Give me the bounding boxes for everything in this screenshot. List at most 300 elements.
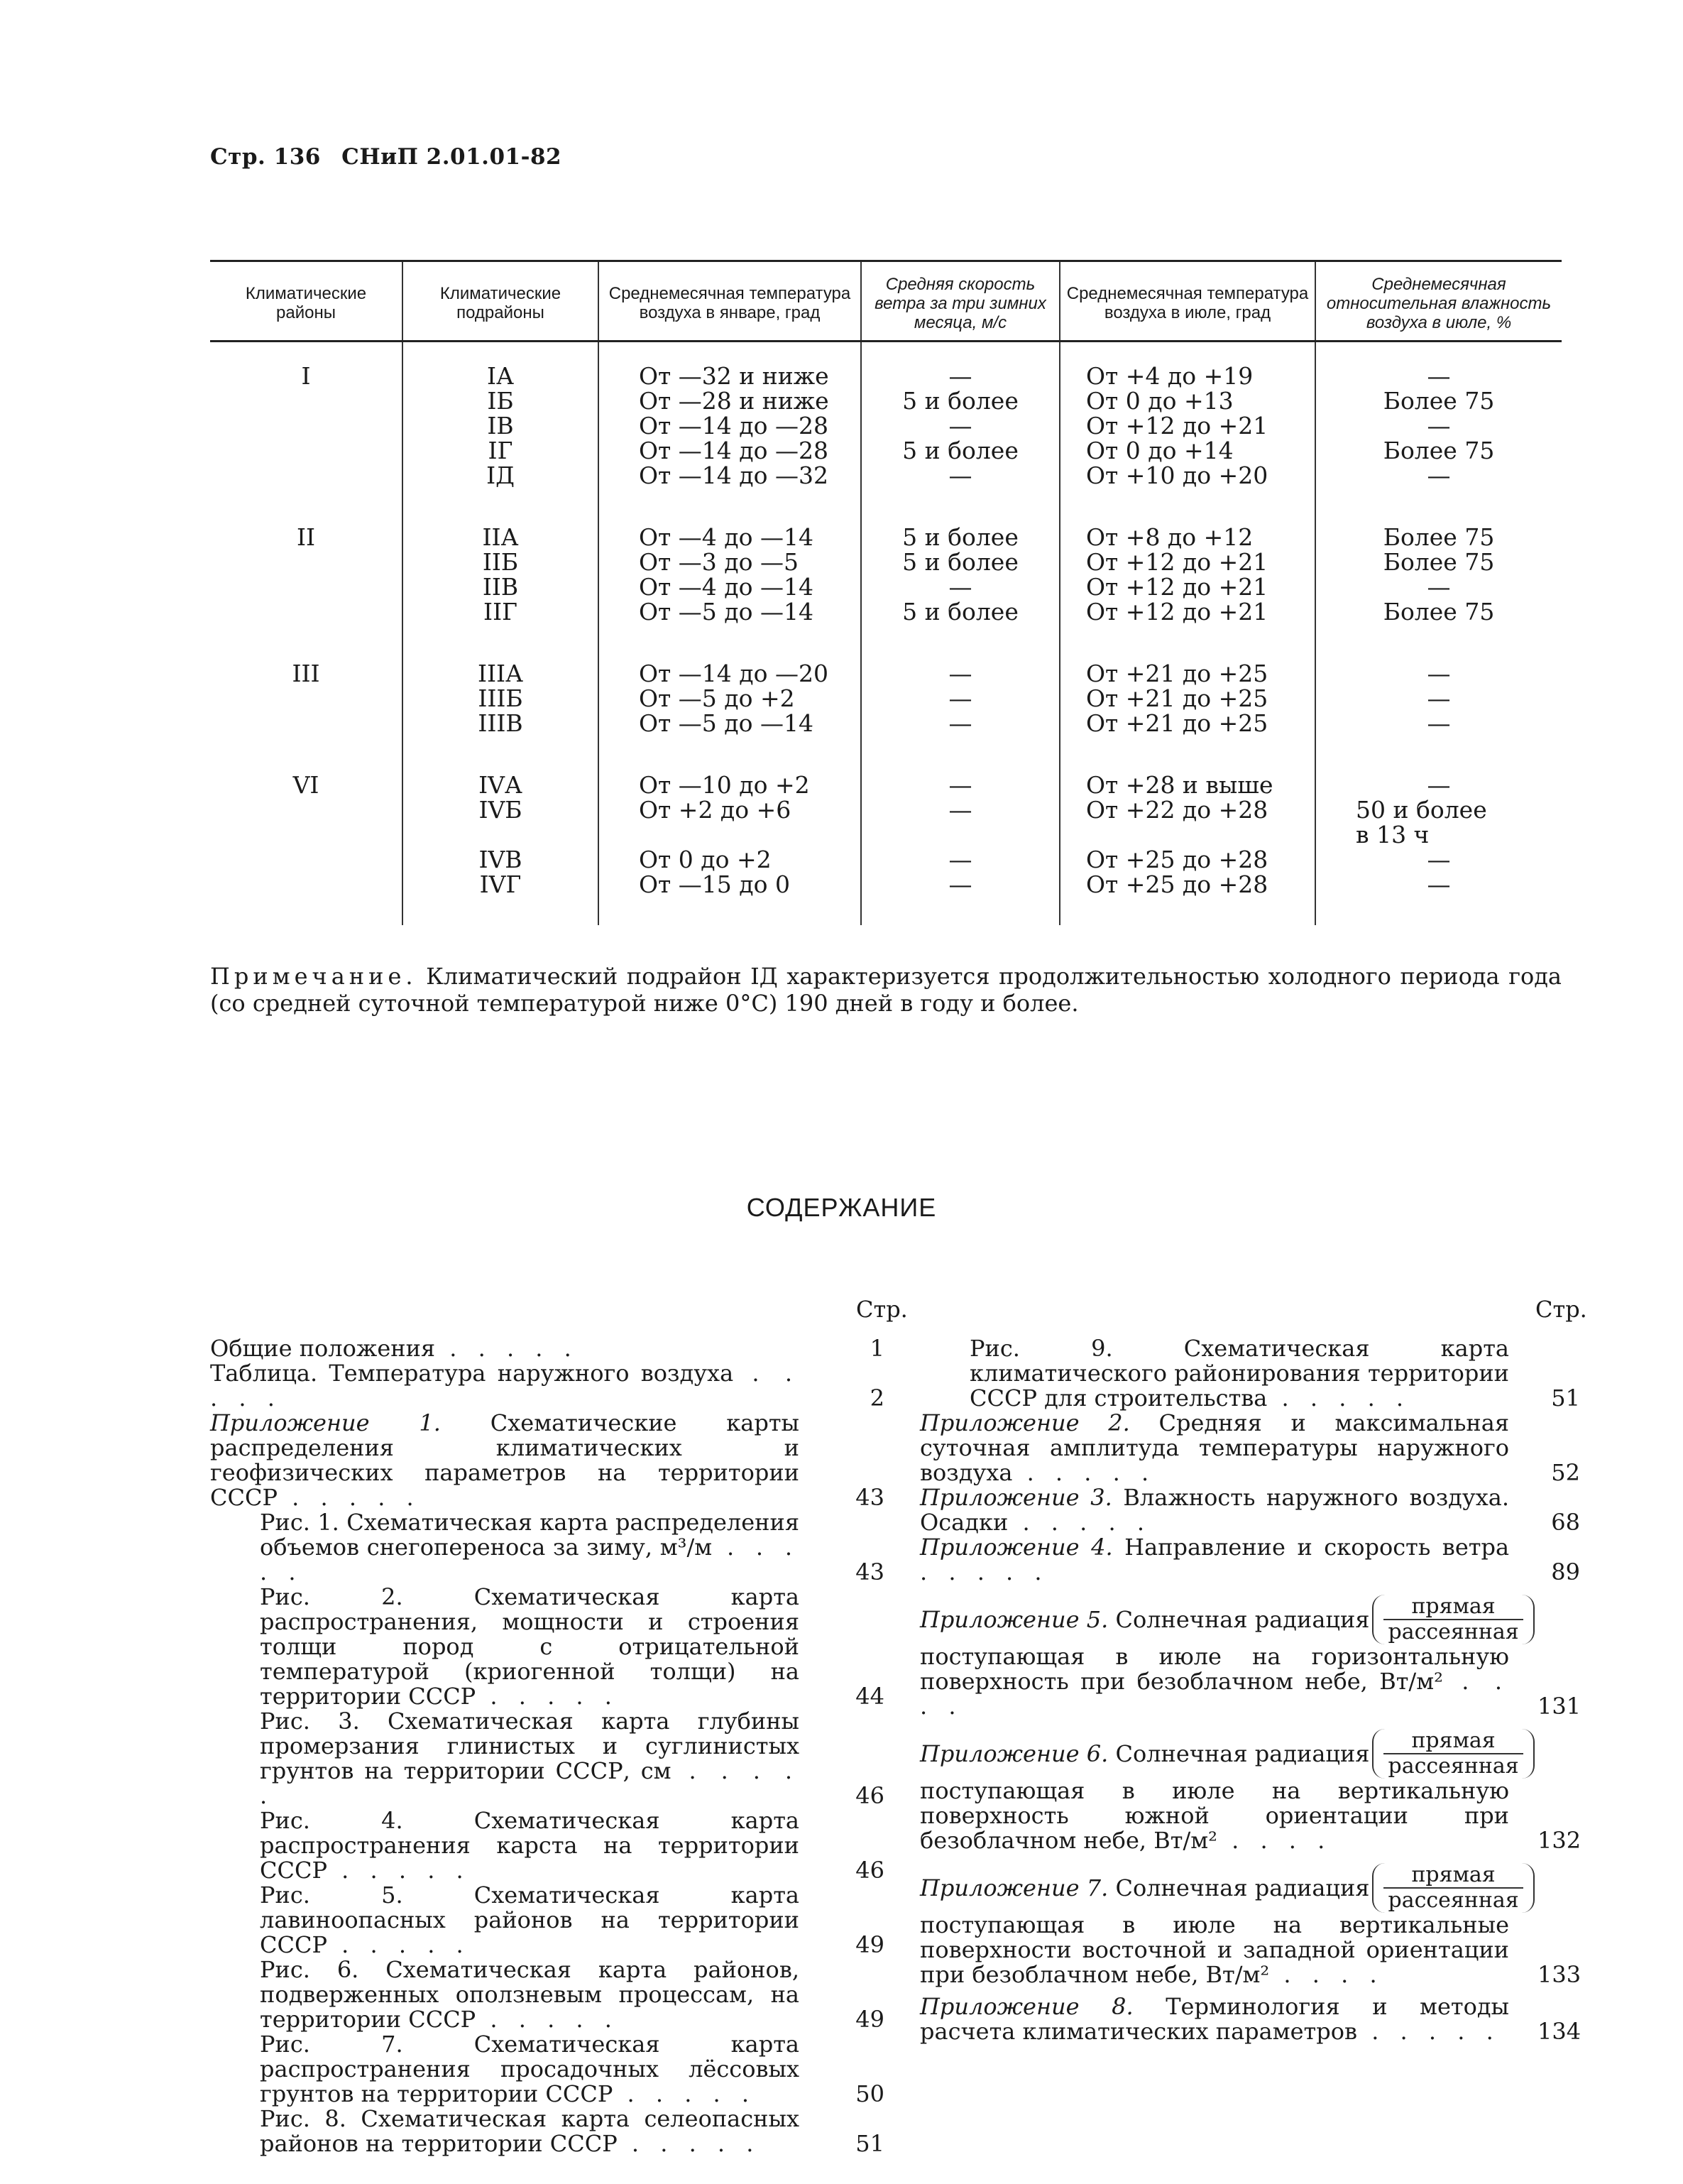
toc-solar-heading — [920, 1595, 1580, 1644]
toc-leader-dots: . . . . . — [1267, 1385, 1411, 1412]
toc-entry-text — [920, 1535, 1509, 1585]
spacer-cell — [1315, 897, 1562, 925]
toc-entry-page: 52 — [1551, 1459, 1580, 1486]
cell-wind: — — [861, 711, 1060, 736]
cell-humidity — [1315, 797, 1562, 847]
cell-wind: — — [861, 847, 1060, 872]
toc-entry-page: 89 — [1551, 1558, 1580, 1585]
spacer-cell — [210, 342, 402, 364]
cell-region — [210, 550, 402, 574]
table-note — [210, 963, 1562, 1017]
toc-entry-page: 51 — [1551, 1385, 1580, 1412]
cell-subregion: IIIА — [402, 661, 598, 686]
table-row — [210, 388, 1562, 413]
toc-leader-dots: . . . . — [920, 1668, 1509, 1720]
cell-jul-temp: От +28 и выше — [1060, 772, 1315, 797]
toc-entry — [210, 1709, 884, 1808]
toc-entry-prefix: Приложение 2. — [920, 1409, 1130, 1436]
toc-entry-text — [210, 2032, 799, 2107]
toc-entry-page: 2 — [870, 1385, 884, 1412]
humidity-value: Более 75 — [1383, 548, 1495, 576]
cell-wind: — — [861, 463, 1060, 488]
cell-jul-temp: От +12 до +21 — [1060, 550, 1315, 574]
toc-entry — [920, 1913, 1580, 1987]
toc-entry-title: Рис. 8. Схематическая карта селеопасных районов на территории СССР — [260, 2105, 799, 2157]
spacer-cell — [210, 624, 402, 661]
spacer-cell — [210, 897, 402, 925]
cell-jul-temp: От +12 до +21 — [1060, 599, 1315, 624]
cell-jan-temp: От —4 до —14 — [598, 525, 861, 550]
cell-jan-temp: От —14 до —20 — [598, 661, 861, 686]
table-row — [210, 872, 1562, 897]
cell-subregion: IIIБ — [402, 686, 598, 711]
toc-entry-prefix: Приложение 8. — [920, 1993, 1134, 2020]
toc-solar-title: Солнечная радиация — [1108, 1874, 1370, 1901]
toc-entry — [920, 1336, 1580, 1411]
humidity-value: Более 75 — [1383, 523, 1495, 551]
cell-wind: 5 и более — [861, 599, 1060, 624]
cell-jul-temp: От +22 до +28 — [1060, 797, 1315, 847]
cell-subregion: IIГ — [402, 599, 598, 624]
cell-humidity — [1315, 525, 1562, 550]
cell-subregion: IА — [402, 364, 598, 388]
cell-region — [210, 463, 402, 488]
toc-entry-title: Влажность наружного воздуха. Осадки — [920, 1484, 1510, 1536]
cell-jul-temp: От +21 до +25 — [1060, 686, 1315, 711]
toc-entry-prefix: Приложение 6. — [920, 1740, 1109, 1767]
toc-entry — [210, 1958, 884, 2032]
cell-jul-temp: От +10 до +20 — [1060, 463, 1315, 488]
cell-humidity — [1315, 661, 1562, 686]
cell-jul-temp: От +4 до +19 — [1060, 364, 1315, 388]
toc-entry-prefix: Приложение 4. — [920, 1534, 1113, 1561]
cell-jul-temp: От +8 до +12 — [1060, 525, 1315, 550]
cell-humidity — [1315, 463, 1562, 488]
cell-subregion: IIБ — [402, 550, 598, 574]
spacer-cell — [861, 342, 1060, 364]
toc-entry — [920, 1779, 1580, 1853]
toc-entry-text — [210, 1510, 799, 1585]
humidity-value: — — [1427, 771, 1451, 799]
toc-entry-title: Средняя и максимальная суточная амплитуда температуры наружного воздуха — [920, 1409, 1510, 1486]
toc-title: СОДЕРЖАНИЕ — [746, 1193, 937, 1222]
cell-jan-temp: От —4 до —14 — [598, 574, 861, 599]
document-code: СНиП 2.01.01-82 — [341, 144, 562, 170]
cell-wind: — — [861, 364, 1060, 388]
row-spacer — [210, 624, 1562, 661]
page-number: Стр. 136 — [210, 144, 321, 170]
toc-leader-dots: . . . . . — [260, 1757, 799, 1809]
col-header-region: Климатические районы — [210, 261, 402, 342]
cell-wind: — — [861, 661, 1060, 686]
cell-jan-temp: От +2 до +6 — [598, 797, 861, 847]
cell-jan-temp: От —14 до —28 — [598, 413, 861, 438]
row-spacer — [210, 342, 1562, 364]
toc-entry-solar — [920, 1729, 1580, 1853]
toc-entry — [210, 1883, 884, 1958]
cell-jan-temp: От —5 до —14 — [598, 599, 861, 624]
toc-entry-title: Схематические карты распределения климатических и геофизических параметров на территории СССР — [210, 1409, 800, 1511]
fraction-numerator: прямая — [1383, 1595, 1523, 1620]
toc-entry-title: поступающая в июле на горизонтальную поверхность при безоблачном небе, Вт/м² — [920, 1643, 1509, 1695]
humidity-value: — — [1427, 412, 1451, 439]
humidity-value: Более 75 — [1383, 437, 1495, 464]
note-label: Примечание. — [210, 963, 417, 990]
climate-table — [210, 260, 1562, 925]
cell-subregion: IД — [402, 463, 598, 488]
cell-jan-temp: От —14 до —28 — [598, 438, 861, 463]
cell-region: VI — [210, 772, 402, 797]
spacer-cell — [1060, 624, 1315, 661]
cell-subregion: IVБ — [402, 797, 598, 847]
col-header-humidity: Среднемесячная относительная влажность воздуха в июле, % — [1315, 261, 1562, 342]
fraction — [1372, 1595, 1534, 1644]
humidity-value: — — [1427, 870, 1451, 898]
cell-jan-temp: От —28 и ниже — [598, 388, 861, 413]
cell-jul-temp: От 0 до +13 — [1060, 388, 1315, 413]
toc-entry — [210, 1510, 884, 1585]
table-row — [210, 847, 1562, 872]
row-spacer — [210, 488, 1562, 525]
cell-humidity — [1315, 550, 1562, 574]
cell-region — [210, 847, 402, 872]
humidity-value: — — [1427, 846, 1451, 873]
page-header — [210, 144, 574, 170]
spacer-cell — [1315, 488, 1562, 525]
toc-leader-dots: . . . . . — [327, 1857, 471, 1884]
cell-humidity — [1315, 364, 1562, 388]
toc-solar-heading — [920, 1863, 1580, 1913]
toc-entry — [920, 1994, 1580, 2044]
spacer-cell — [1315, 342, 1562, 364]
table-row — [210, 525, 1562, 550]
cell-jan-temp: От —5 до +2 — [598, 686, 861, 711]
toc-entry-prefix: Приложение 3. — [920, 1484, 1112, 1511]
cell-region: I — [210, 364, 402, 388]
toc-entry-prefix: Приложение 7. — [920, 1874, 1109, 1901]
table-row — [210, 574, 1562, 599]
toc-leader-dots: . . . . . — [277, 1484, 421, 1511]
toc-leader-dots: . . . . — [1217, 1827, 1332, 1854]
toc-entry-page: 43 — [855, 1484, 884, 1511]
toc-entry — [920, 1411, 1580, 1485]
col-header-subregion: Климатические подрайоны — [402, 261, 598, 342]
toc-entry-text — [210, 1958, 799, 2032]
row-spacer — [210, 897, 1562, 925]
toc-entry-page: 51 — [855, 2130, 884, 2157]
toc-leader-dots: . . . . . — [613, 2080, 757, 2107]
spacer-cell — [1060, 342, 1315, 364]
spacer-cell — [861, 488, 1060, 525]
humidity-value: — — [1427, 573, 1451, 601]
toc-entry-text — [920, 1779, 1509, 1853]
toc-entry-prefix: Приложение 5. — [920, 1605, 1109, 1633]
humidity-value: — — [1427, 709, 1451, 737]
toc-entry-text — [210, 1411, 799, 1510]
fraction-denominator: рассеянная — [1388, 1754, 1519, 1779]
spacer-cell — [1315, 624, 1562, 661]
toc-entry-title: поступающая в июле на вертикальные поверхности восточной и западной ориентации при безоблачном небе, Вт/м² — [920, 1911, 1509, 1988]
spacer-cell — [402, 624, 598, 661]
fraction-numerator: прямая — [1383, 1863, 1523, 1889]
cell-region — [210, 797, 402, 847]
cell-jan-temp: От —3 до —5 — [598, 550, 861, 574]
cell-jan-temp: От —10 до +2 — [598, 772, 861, 797]
cell-jan-temp: От —15 до 0 — [598, 872, 861, 897]
cell-region — [210, 413, 402, 438]
spacer-cell — [402, 342, 598, 364]
toc-entry-solar — [920, 1595, 1580, 1719]
cell-wind: — — [861, 797, 1060, 847]
fraction-denominator: рассеянная — [1388, 1888, 1519, 1913]
cell-subregion: IГ — [402, 438, 598, 463]
table-row — [210, 661, 1562, 686]
spacer-cell — [861, 736, 1060, 772]
toc-leader-dots: . . . . — [1269, 1961, 1384, 1988]
toc-entry-solar — [920, 1863, 1580, 1987]
table-row — [210, 364, 1562, 388]
toc-entry — [920, 1485, 1580, 1535]
humidity-value: — — [1427, 462, 1451, 489]
cell-wind: — — [861, 872, 1060, 897]
col-header-jul-temp: Среднемесячная температура воздуха в июле, град — [1060, 261, 1315, 342]
toc-entry-title: Общие положения — [210, 1335, 436, 1362]
toc-solar-title: Солнечная радиация — [1108, 1605, 1370, 1633]
toc-leader-dots: . . . . . — [327, 1931, 471, 1958]
cell-jul-temp: От +21 до +25 — [1060, 661, 1315, 686]
humidity-value: 50 и более — [1356, 796, 1487, 824]
toc-entry — [210, 1336, 884, 1361]
toc-entry — [210, 1361, 884, 1411]
cell-jan-temp: От —32 и ниже — [598, 364, 861, 388]
cell-subregion: IIIВ — [402, 711, 598, 736]
toc-entry-page: 44 — [855, 1683, 884, 1710]
toc-entry-title: поступающая в июле на вертикальную поверхность южной ориентации при безоблачном небе, Вт/м² — [920, 1777, 1509, 1854]
toc-entry-page: 1 — [870, 1335, 884, 1362]
toc-leader-dots: . . . . . — [210, 1360, 800, 1412]
toc-entry-title: Рис. 7. Схематическая карта распространения просадочных лёссовых грунтов на территории СССР — [260, 2031, 799, 2107]
toc-entry-title: Рис. 9. Схематическая карта климатического районирования территории СССР для строительства — [970, 1335, 1509, 1412]
toc-entry — [210, 2032, 884, 2107]
toc-entry-page: 134 — [1537, 2018, 1581, 2045]
cell-humidity — [1315, 574, 1562, 599]
toc-entry-text — [210, 2107, 799, 2156]
spacer-cell — [861, 897, 1060, 925]
table-row — [210, 772, 1562, 797]
toc-leader-dots: . . . . . — [1008, 1509, 1151, 1536]
table-row — [210, 438, 1562, 463]
toc-entry — [920, 1535, 1580, 1585]
toc-entry-page: 133 — [1537, 1961, 1581, 1988]
humidity-value: Более 75 — [1383, 598, 1495, 626]
cell-humidity — [1315, 847, 1562, 872]
spacer-cell — [1060, 488, 1315, 525]
cell-region — [210, 599, 402, 624]
toc-entry-text — [920, 1644, 1509, 1719]
spacer-cell — [402, 897, 598, 925]
toc-leader-dots: . . . . . — [476, 1683, 619, 1710]
cell-jul-temp: От +25 до +28 — [1060, 872, 1315, 897]
cell-region — [210, 388, 402, 413]
row-spacer — [210, 736, 1562, 772]
table-row — [210, 711, 1562, 736]
toc-entry-text — [920, 1485, 1509, 1535]
table-header-row — [210, 261, 1562, 342]
toc-entry — [210, 1808, 884, 1883]
toc-entry-title: Направление и скорость ветра — [1124, 1534, 1510, 1561]
toc-entry-page: 46 — [855, 1857, 884, 1884]
cell-humidity — [1315, 438, 1562, 463]
cell-jan-temp: От —14 до —32 — [598, 463, 861, 488]
cell-jan-temp: От 0 до +2 — [598, 847, 861, 872]
spacer-cell — [210, 736, 402, 772]
toc-entry-page: 131 — [1537, 1693, 1581, 1720]
cell-subregion: IIВ — [402, 574, 598, 599]
toc-entry-page: 43 — [855, 1558, 884, 1585]
toc-entry — [210, 1411, 884, 1510]
toc-entry-title: Рис. 5. Схематическая карта лавиноопасных районов на территории СССР — [260, 1882, 799, 1958]
spacer-cell — [1060, 897, 1315, 925]
fraction-denominator: рассеянная — [1388, 1620, 1519, 1644]
cell-humidity — [1315, 711, 1562, 736]
cell-subregion: IIА — [402, 525, 598, 550]
spacer-cell — [210, 488, 402, 525]
fraction — [1372, 1863, 1534, 1913]
spacer-cell — [1315, 736, 1562, 772]
cell-humidity — [1315, 388, 1562, 413]
spacer-cell — [598, 342, 861, 364]
toc-leader-dots: . . . . . — [1357, 2018, 1501, 2045]
toc-leader-dots: . . . . . — [476, 2006, 619, 2033]
toc-entry-title: Таблица. Температура наружного воздуха — [210, 1360, 734, 1387]
spacer-cell — [861, 624, 1060, 661]
cell-region — [210, 438, 402, 463]
table-row — [210, 463, 1562, 488]
cell-region: II — [210, 525, 402, 550]
col-header-jan-temp: Среднемесячная температура воздуха в январе, град — [598, 261, 861, 342]
toc-entry-text — [920, 1336, 1509, 1411]
toc-entry-page: 49 — [855, 1931, 884, 1958]
table-row — [210, 599, 1562, 624]
note-text: Климатический подрайон IД характеризуется продолжительностью холодного периода года (со средней суточной температурой ниже 0°С) 190 дней в году и более. — [210, 963, 1562, 1017]
toc-entry-page: 68 — [1551, 1509, 1580, 1536]
toc-solar-title: Солнечная радиация — [1108, 1740, 1370, 1767]
toc-entry-prefix: Приложение 1. — [210, 1409, 441, 1436]
toc-entry-title: Терминология и методы расчета климатических параметров — [920, 1993, 1510, 2045]
toc-entry-text — [920, 1411, 1509, 1485]
cell-jul-temp: От +12 до +21 — [1060, 413, 1315, 438]
toc-leader-dots: . . . . . — [260, 1534, 800, 1585]
humidity-value: — — [1427, 684, 1451, 712]
cell-region — [210, 574, 402, 599]
toc-page-label-left: Стр. — [856, 1296, 908, 1323]
toc-entry-text — [210, 1585, 799, 1709]
spacer-cell — [402, 488, 598, 525]
cell-jul-temp: От +21 до +25 — [1060, 711, 1315, 736]
col-header-wind: Средняя скорость ветра за три зимних месяца, м/с — [861, 261, 1060, 342]
spacer-cell — [598, 897, 861, 925]
fraction — [1372, 1729, 1534, 1779]
cell-subregion: IVВ — [402, 847, 598, 872]
cell-wind: — — [861, 772, 1060, 797]
toc-entry-text — [210, 1336, 799, 1361]
humidity-qualifier: в 13 ч — [1356, 821, 1430, 848]
fraction-numerator: прямая — [1383, 1729, 1523, 1754]
cell-subregion: IВ — [402, 413, 598, 438]
toc-entry-text — [210, 1883, 799, 1958]
humidity-value: Более 75 — [1383, 387, 1495, 415]
toc-entry-page: 49 — [855, 2006, 884, 2033]
toc-entry-text — [210, 1808, 799, 1883]
spacer-cell — [598, 736, 861, 772]
toc-entry-title: Рис. 2. Схематическая карта распространения, мощности и строения толщи пород с отрицательной температурой (криогенной толщи) на территории СССР — [260, 1583, 799, 1710]
spacer-cell — [402, 736, 598, 772]
cell-wind: 5 и более — [861, 388, 1060, 413]
toc-entry — [920, 1644, 1580, 1719]
cell-wind: — — [861, 413, 1060, 438]
spacer-cell — [1060, 736, 1315, 772]
cell-subregion: IVГ — [402, 872, 598, 897]
cell-jul-temp: От +12 до +21 — [1060, 574, 1315, 599]
toc-entry-text — [210, 1709, 799, 1808]
toc-entry-text — [920, 1994, 1509, 2044]
cell-jul-temp: От +25 до +28 — [1060, 847, 1315, 872]
table-row — [210, 797, 1562, 847]
spacer-cell — [598, 624, 861, 661]
cell-wind: 5 и более — [861, 550, 1060, 574]
table-row — [210, 413, 1562, 438]
toc-right-column — [920, 1336, 1580, 2044]
spacer-cell — [598, 488, 861, 525]
cell-subregion: IVА — [402, 772, 598, 797]
toc-entry-text — [210, 1361, 799, 1411]
table-row — [210, 550, 1562, 574]
toc-entry-page: 132 — [1537, 1827, 1581, 1854]
cell-region — [210, 872, 402, 897]
cell-wind: — — [861, 686, 1060, 711]
toc-leader-dots: . . . . . — [617, 2130, 761, 2157]
toc-leader-dots: . . . . . — [1012, 1459, 1156, 1486]
cell-jul-temp: От 0 до +14 — [1060, 438, 1315, 463]
toc-page-label-right: Стр. — [1535, 1296, 1587, 1323]
cell-humidity — [1315, 772, 1562, 797]
toc-entry-title: Рис. 1. Схематическая карта распределения объемов снегопереноса за зиму, м³/м — [260, 1509, 799, 1561]
cell-jan-temp: От —5 до —14 — [598, 711, 861, 736]
cell-wind: 5 и более — [861, 525, 1060, 550]
toc-entry-page: 50 — [855, 2080, 884, 2107]
toc-entry-title: Рис. 3. Схематическая карта глубины промерзания глинистых и суглинистых грунтов на территории СССР, см — [260, 1708, 799, 1784]
cell-wind: 5 и более — [861, 438, 1060, 463]
cell-humidity — [1315, 686, 1562, 711]
table-body — [210, 342, 1562, 926]
toc-entry — [210, 1585, 884, 1709]
toc-entry — [210, 2107, 884, 2156]
cell-region — [210, 686, 402, 711]
toc-solar-heading — [920, 1729, 1580, 1779]
toc-entry-text — [920, 1913, 1509, 1987]
toc-entry-page: 46 — [855, 1782, 884, 1809]
humidity-value: — — [1427, 362, 1451, 390]
cell-region — [210, 711, 402, 736]
table-row — [210, 686, 1562, 711]
cell-wind: — — [861, 574, 1060, 599]
cell-humidity — [1315, 872, 1562, 897]
cell-humidity — [1315, 599, 1562, 624]
cell-region: III — [210, 661, 402, 686]
cell-subregion: IБ — [402, 388, 598, 413]
toc-left-column — [210, 1336, 884, 2156]
cell-humidity — [1315, 413, 1562, 438]
